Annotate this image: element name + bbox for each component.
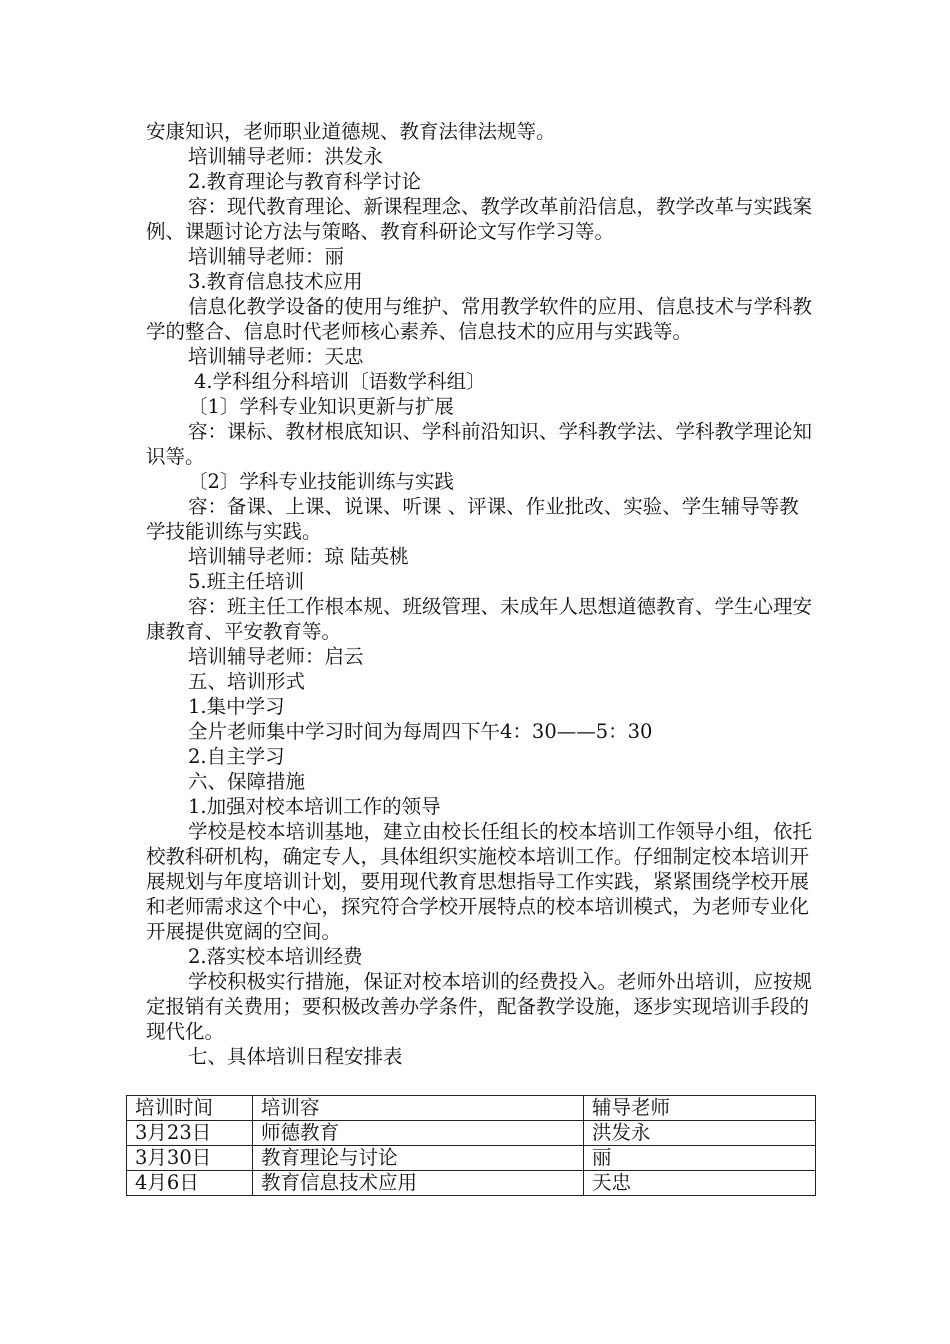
schedule-table [126,1095,816,1196]
text-line: 1.集中学习 [188,695,285,718]
section-heading: 七、具体培训日程安排表 [188,1045,403,1068]
text-line: 2.自主学习 [188,745,285,768]
text-line: 培训辅导老师：洪发永 [188,145,384,168]
table-cell: 师德教育 [253,1121,584,1146]
section-heading: 六、保障措施 [188,770,306,793]
text-line: 2.落实校本培训经费 [188,945,363,968]
text-line: 容：备课、上课、说课、听课 、评课、作业批改、实验、学生辅导等教学技能训练与实践。 [146,495,799,543]
text-line: 〔2〕学科专业技能训练与实践 [188,470,454,493]
document-body [146,119,816,1069]
text-line: 学校是校本培训基地，建立由校长任组长的校本培训工作领导小组，依托校教科研机构，确定专人，具体组织实施校本培训工作。仔细制定校本培训开展规划与年度培训计划，要用现代教育思想指导工作实践，紧紧围绕学校开展和老师需求这个中心，探究符合学校开展特点的校本培训模式，为老师专业化开展提供宽阔的空间。 [146,820,813,943]
section-heading: 五、培训形式 [188,670,306,693]
table-cell: 教育信息技术应用 [253,1171,584,1196]
table-header-cell: 培训时间 [127,1096,253,1121]
text-line: 全片老师集中学习时间为每周四下午4：30——5：30 [188,720,653,743]
text-line: 培训辅导老师：天忠 [188,345,364,368]
text-line: 安康知识，老师职业道德规、教育法律法规等。 [146,120,556,143]
text-line: 4.学科组分科培训〔语数学科组〕 [194,370,486,393]
table-cell: 丽 [584,1146,816,1171]
table-header-row [127,1096,816,1121]
table-cell: 3月23日 [127,1121,253,1146]
table-cell: 4月6日 [127,1171,253,1196]
text-line: 容：班主任工作根本规、班级管理、未成年人思想道德教育、学生心理安康教育、平安教育等。 [146,595,813,643]
text-line: 容：课标、教材根底知识、学科前沿知识、学科教学法、学科教学理论知识等。 [146,420,813,468]
text-line: 培训辅导老师：启云 [188,645,364,668]
text-line: 2.教育理论与教育科学讨论 [188,170,422,193]
table-cell: 洪发永 [584,1121,816,1146]
text-line: 培训辅导老师：琼 陆英桃 [188,545,409,568]
table-row [127,1121,816,1146]
text-line: 信息化教学设备的使用与维护、常用教学软件的应用、信息技术与学科教学的整合、信息时代老师核心素养、信息技术的应用与实践等。 [146,295,813,343]
table-cell: 3月30日 [127,1146,253,1171]
text-line: 容：现代教育理论、新课程理念、教学改革前沿信息，教学改革与实践案例、课题讨论方法与策略、教育科研论文写作学习等。 [146,195,813,243]
text-line: 学校积极实行措施，保证对校本培训的经费投入。老师外出培训，应按规定报销有关费用；要积极改善办学条件，配备教学设施，逐步实现培训手段的现代化。 [146,970,813,1043]
text-line: 5.班主任培训 [188,570,305,593]
text-line: 培训辅导老师：丽 [188,245,345,268]
table-header-cell: 培训容 [253,1096,584,1121]
text-line: 3.教育信息技术应用 [188,270,363,293]
table-row [127,1146,816,1171]
table-header-cell: 辅导老师 [584,1096,816,1121]
text-line: 1.加强对校本培训工作的领导 [188,795,441,818]
table-cell: 天忠 [584,1171,816,1196]
table-cell: 教育理论与讨论 [253,1146,584,1171]
text-line: 〔1〕学科专业知识更新与扩展 [188,395,454,418]
table-row [127,1171,816,1196]
